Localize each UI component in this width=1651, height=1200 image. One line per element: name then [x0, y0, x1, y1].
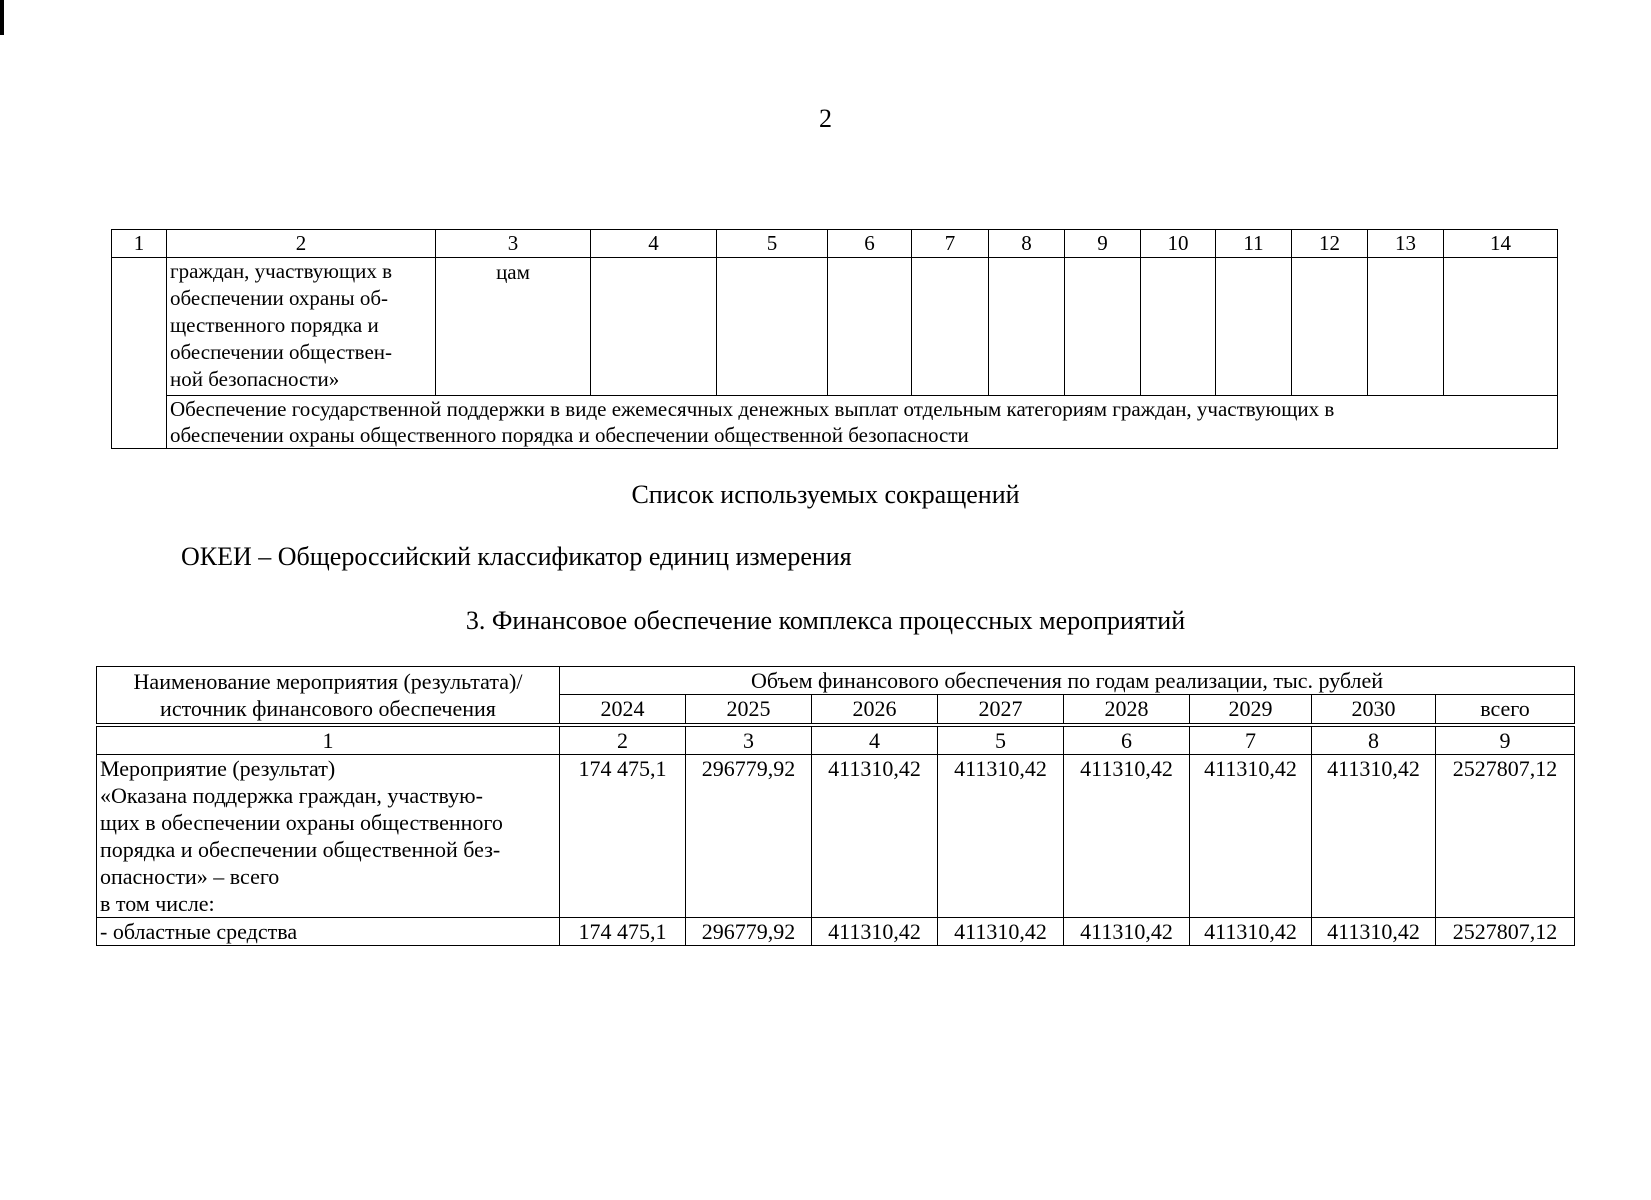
value-cell-total: 2527807,12 — [1436, 918, 1575, 946]
header-year: 2024 — [560, 695, 686, 724]
empty-cell — [1444, 258, 1558, 396]
empty-cell — [1216, 258, 1292, 396]
text-line: обеспечении охраны об- — [170, 286, 389, 310]
empty-cell — [591, 258, 717, 396]
value-cell: 411310,42 — [1312, 918, 1436, 946]
empty-cell — [112, 258, 167, 449]
scan-edge-mark — [0, 0, 4, 35]
table-row-wide — [112, 396, 1558, 449]
col-num: 2 — [167, 230, 436, 258]
col-num: 8 — [989, 230, 1065, 258]
col-num: 7 — [912, 230, 989, 258]
text-line: в том числе: — [100, 891, 215, 916]
table-row — [112, 258, 1558, 396]
source-name-cell: - областные средства — [97, 918, 560, 946]
financing-section-heading: 3. Финансовое обеспечение комплекса процессных мероприятий — [465, 606, 1186, 635]
activity-name-cell — [97, 755, 560, 918]
header-name-line: Наименование мероприятия (результата)/ — [133, 669, 523, 694]
indicators-table-continuation — [111, 229, 1558, 449]
empty-cell — [989, 258, 1065, 396]
text-line: порядка и обеспечении общественной без- — [100, 837, 501, 862]
col-num: 4 — [812, 727, 938, 755]
value-cell: 411310,42 — [1064, 755, 1190, 918]
abbreviations-heading: Список используемых сокращений — [631, 480, 1020, 509]
text-line: «Оказана поддержка граждан, участвую- — [100, 783, 483, 808]
column-number-row — [112, 230, 1558, 258]
value-cell: 174 475,1 — [560, 918, 686, 946]
header-year: 2025 — [686, 695, 812, 724]
header-row — [97, 667, 1575, 695]
wide-row-text — [167, 396, 1558, 449]
value-cell: 174 475,1 — [560, 755, 686, 918]
column-number-row — [97, 727, 1575, 755]
col-num: 2 — [560, 727, 686, 755]
value-cell: 411310,42 — [812, 755, 938, 918]
text-line: Мероприятие (результат) — [100, 756, 336, 781]
col-num: 1 — [97, 727, 560, 755]
col-num: 9 — [1436, 727, 1575, 755]
col-num: 14 — [1444, 230, 1558, 258]
col-num: 8 — [1312, 727, 1436, 755]
header-year: 2029 — [1190, 695, 1312, 724]
text-line: щих в обеспечении охраны общественного — [100, 810, 503, 835]
col-num: 10 — [1141, 230, 1216, 258]
indicator-description — [167, 258, 436, 396]
empty-cell — [1292, 258, 1368, 396]
text-line: обеспечении обществен- — [170, 340, 392, 364]
empty-cell — [1065, 258, 1141, 396]
header-name-line: источник финансового обеспечения — [160, 696, 496, 721]
value-cell-total: 2527807,12 — [1436, 755, 1575, 918]
col-num: 6 — [1064, 727, 1190, 755]
col-num: 9 — [1065, 230, 1141, 258]
value-cell: 411310,42 — [938, 918, 1064, 946]
header-volume: Объем финансового обеспечения по годам реализации, тыс. рублей — [560, 667, 1575, 695]
page-number: 2 — [819, 104, 832, 133]
value-cell: 411310,42 — [1190, 918, 1312, 946]
value-cell: 411310,42 — [1190, 755, 1312, 918]
col-num: 1 — [112, 230, 167, 258]
value-cell: 411310,42 — [1064, 918, 1190, 946]
value-cell: 411310,42 — [812, 918, 938, 946]
empty-cell — [1141, 258, 1216, 396]
abbreviation-item: ОКЕИ – Общероссийский классификатор единиц измерения — [181, 542, 852, 571]
col-num: 6 — [828, 230, 912, 258]
col-num: 11 — [1216, 230, 1292, 258]
value-cell: 411310,42 — [1312, 755, 1436, 918]
header-total: всего — [1436, 695, 1575, 724]
col-num: 5 — [938, 727, 1064, 755]
value-cell: 411310,42 — [938, 755, 1064, 918]
text-line: граждан, участвующих в — [170, 259, 393, 283]
empty-cell — [912, 258, 989, 396]
empty-cell — [828, 258, 912, 396]
col-num: 13 — [1368, 230, 1444, 258]
header-name-cell — [97, 667, 560, 724]
unit-cell: цам — [436, 258, 591, 396]
header-year: 2028 — [1064, 695, 1190, 724]
header-year: 2026 — [812, 695, 938, 724]
col-num: 3 — [436, 230, 591, 258]
table-row-regional-funds — [97, 918, 1575, 946]
text-line: опасности» – всего — [100, 864, 280, 889]
text-line: ной безопасности» — [170, 367, 340, 391]
value-cell: 296779,92 — [686, 918, 812, 946]
header-year: 2030 — [1312, 695, 1436, 724]
table-row-activity-total — [97, 755, 1575, 918]
col-num: 7 — [1190, 727, 1312, 755]
col-num: 4 — [591, 230, 717, 258]
financing-table — [96, 666, 1575, 946]
empty-cell — [717, 258, 828, 396]
text-line: щественного порядка и — [170, 313, 379, 337]
value-cell: 296779,92 — [686, 755, 812, 918]
col-num: 3 — [686, 727, 812, 755]
col-num: 5 — [717, 230, 828, 258]
text-line: Обеспечение государственной поддержки в виде ежемесячных денежных выплат отдельным категориям граждан, участвующих в — [170, 397, 1335, 421]
text-line: обеспечении охраны общественного порядка и обеспечении общественной безопасности — [170, 423, 969, 447]
empty-cell — [1368, 258, 1444, 396]
col-num: 12 — [1292, 230, 1368, 258]
header-year: 2027 — [938, 695, 1064, 724]
